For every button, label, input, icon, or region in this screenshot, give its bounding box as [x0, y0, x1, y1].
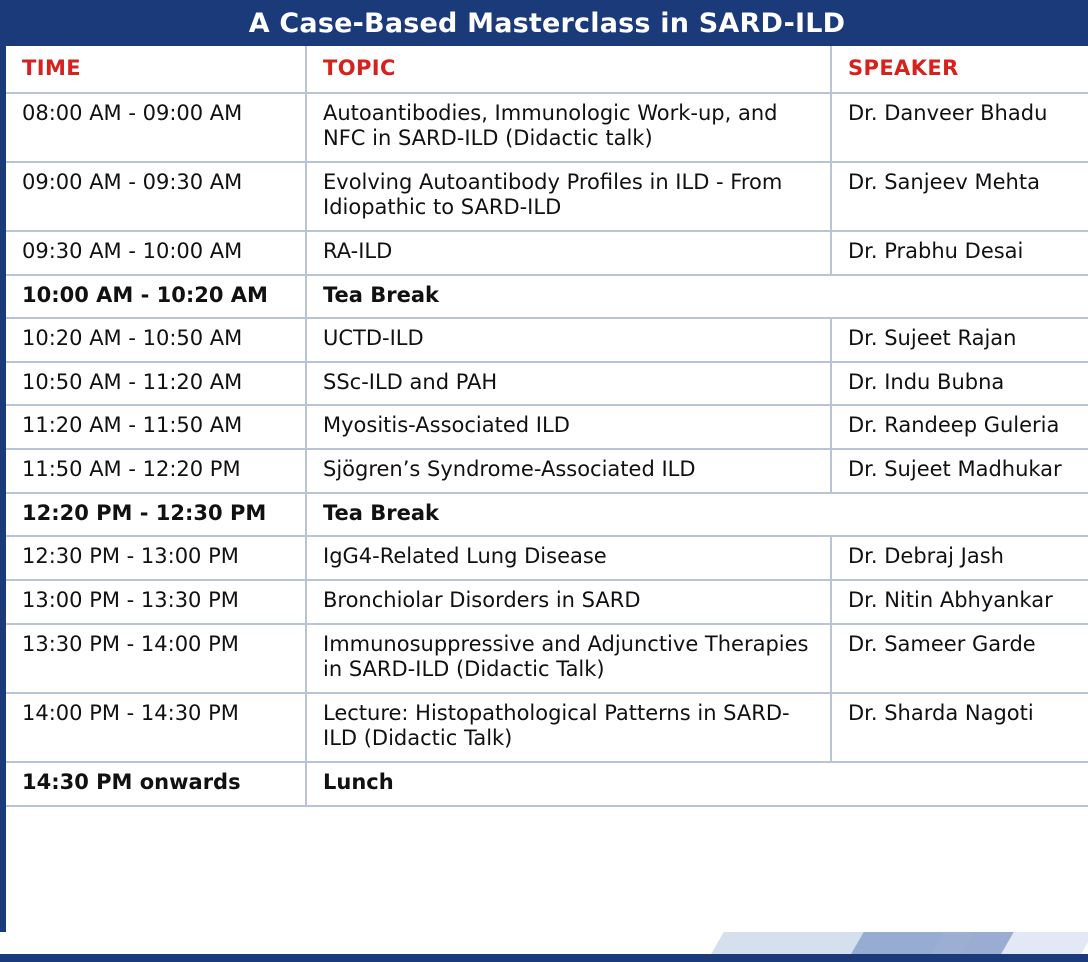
agenda-table	[6, 46, 1088, 807]
cell-speaker: Dr. Prabhu Desai	[831, 231, 1088, 275]
cell-topic: SSc-ILD and PAH	[306, 362, 831, 406]
header-banner	[6, 0, 1088, 46]
footer-swoosh-dark	[851, 932, 1015, 954]
cell-topic: Immunosuppressive and Adjunctive Therapies in SARD-ILD (Didactic Talk)	[306, 624, 831, 693]
table-row	[6, 318, 1088, 362]
cell-time: 09:30 AM - 10:00 AM	[6, 231, 306, 275]
cell-time: 10:50 AM - 11:20 AM	[6, 362, 306, 406]
agenda-table-container	[6, 46, 1088, 807]
cell-topic: UCTD-ILD	[306, 318, 831, 362]
cell-time: 12:20 PM - 12:30 PM	[6, 493, 306, 537]
cell-topic: Lecture: Histopathological Patterns in SARD-ILD (Didactic Talk)	[306, 693, 831, 762]
cell-time: 10:00 AM - 10:20 AM	[6, 275, 306, 319]
cell-speaker: Dr. Danveer Bhadu	[831, 93, 1088, 162]
cell-topic: Evolving Autoantibody Profiles in ILD - From Idiopathic to SARD-ILD	[306, 162, 831, 231]
cell-speaker: Dr. Sharda Nagoti	[831, 693, 1088, 762]
cell-time: 11:20 AM - 11:50 AM	[6, 405, 306, 449]
cell-topic: Tea Break	[306, 493, 1088, 537]
cell-topic: Bronchiolar Disorders in SARD	[306, 580, 831, 624]
footer-decoration	[0, 932, 1088, 962]
cell-time: 12:30 PM - 13:00 PM	[6, 536, 306, 580]
table-row	[6, 449, 1088, 493]
cell-time: 13:30 PM - 14:00 PM	[6, 624, 306, 693]
cell-topic: Autoantibodies, Immunologic Work-up, and NFC in SARD-ILD (Didactic talk)	[306, 93, 831, 162]
table-row	[6, 362, 1088, 406]
cell-speaker: Dr. Sameer Garde	[831, 624, 1088, 693]
cell-speaker: Dr. Sanjeev Mehta	[831, 162, 1088, 231]
cell-topic: Sjögren’s Syndrome-Associated ILD	[306, 449, 831, 493]
page-title: A Case-Based Masterclass in SARD-ILD	[248, 7, 846, 39]
cell-topic: Myositis-Associated ILD	[306, 405, 831, 449]
cell-time: 10:20 AM - 10:50 AM	[6, 318, 306, 362]
table-header-row	[6, 46, 1088, 93]
cell-speaker: Dr. Indu Bubna	[831, 362, 1088, 406]
column-header-speaker: SPEAKER	[831, 46, 1088, 93]
cell-topic: Lunch	[306, 762, 1088, 806]
cell-topic: IgG4-Related Lung Disease	[306, 536, 831, 580]
table-row	[6, 580, 1088, 624]
cell-speaker: Dr. Debraj Jash	[831, 536, 1088, 580]
table-row	[6, 231, 1088, 275]
column-header-topic: TOPIC	[306, 46, 831, 93]
cell-speaker: Dr. Sujeet Madhukar	[831, 449, 1088, 493]
cell-speaker: Dr. Randeep Guleria	[831, 405, 1088, 449]
cell-time: 11:50 AM - 12:20 PM	[6, 449, 306, 493]
footer-accent-bar	[0, 954, 1088, 962]
cell-time: 13:00 PM - 13:30 PM	[6, 580, 306, 624]
column-header-time: TIME	[6, 46, 306, 93]
table-row	[6, 275, 1088, 319]
table-row	[6, 624, 1088, 693]
cell-time: 08:00 AM - 09:00 AM	[6, 93, 306, 162]
table-row	[6, 162, 1088, 231]
table-row	[6, 693, 1088, 762]
table-row	[6, 536, 1088, 580]
table-row	[6, 493, 1088, 537]
table-row	[6, 762, 1088, 806]
cell-topic: Tea Break	[306, 275, 1088, 319]
cell-time: 14:00 PM - 14:30 PM	[6, 693, 306, 762]
table-header	[6, 46, 1088, 93]
table-body	[6, 93, 1088, 806]
cell-speaker: Dr. Sujeet Rajan	[831, 318, 1088, 362]
table-row	[6, 405, 1088, 449]
table-row	[6, 93, 1088, 162]
cell-speaker: Dr. Nitin Abhyankar	[831, 580, 1088, 624]
cell-time: 09:00 AM - 09:30 AM	[6, 162, 306, 231]
cell-time: 14:30 PM onwards	[6, 762, 306, 806]
cell-topic: RA-ILD	[306, 231, 831, 275]
